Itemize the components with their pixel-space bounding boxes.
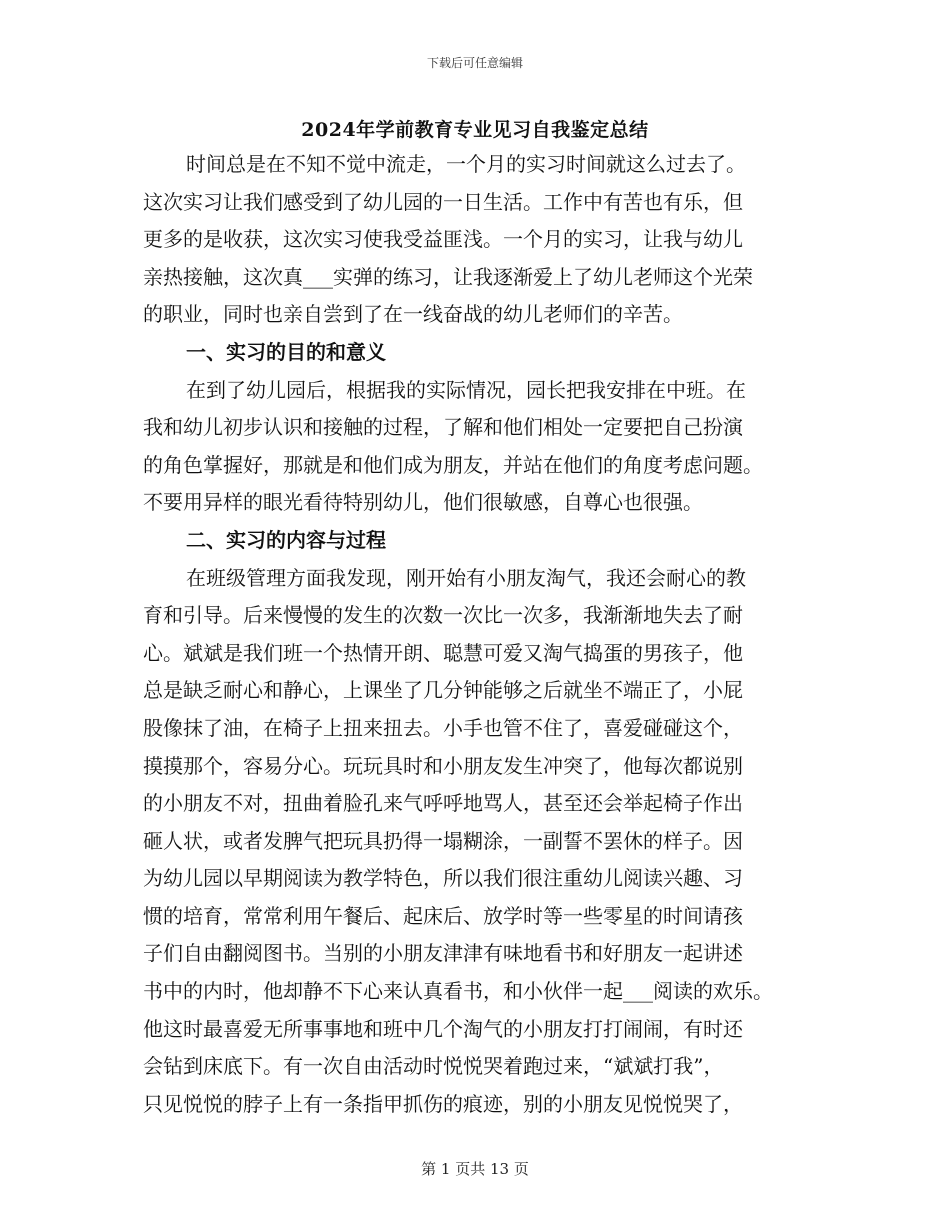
text-line: 我和幼儿初步认识和接触的过程，了解和他们相处一定要把自己扮演 [143,415,743,440]
text-line: 育和引导。后来慢慢的发生的次数一次比一次多，我渐渐地失去了耐 [143,603,743,628]
text-line: 书中的内时，他却静不下心来认真看书，和小伙伴一起___阅读的欢乐。 [143,979,773,1004]
text-line: 摸摸那个，容易分心。玩玩具时和小朋友发生冲突了，他每次都说别 [143,753,743,778]
text-line: 的角色掌握好，那就是和他们成为朋友，并站在他们的角度考虑问题。 [143,452,763,477]
text-line: 的职业，同时也亲自尝到了在一线奋战的幼儿老师们的辛苦。 [143,302,683,327]
document-body [143,146,823,1123]
text-line: 亲热接触，这次真___实弹的练习，让我逐渐爱上了幼儿老师这个光荣 [143,264,753,289]
text-line: 子们自由翻阅图书。当别的小朋友津津有味地看书和好朋友一起讲述 [143,941,743,966]
text-line: 心。斌斌是我们班一个热情开朗、聪慧可爱又淘气捣蛋的男孩子，他 [143,640,743,665]
text-line: 在到了幼儿园后，根据我的实际情况，园长把我安排在中班。在 [186,377,746,402]
text-line: 时间总是在不知不觉中流走，一个月的实习时间就这么过去了。 [186,152,746,176]
document-title: 2024年学前教育专业见习自我鉴定总结 [301,119,649,141]
text-line: 更多的是收获，这次实习使我受益匪浅。一个月的实习，让我与幼儿 [143,227,743,252]
header-note: 下载后可任意编辑 [426,56,523,70]
text-line: 只见悦悦的脖子上有一条指甲抓伤的痕迹，别的小朋友见悦悦哭了， [143,1091,743,1116]
text-line: 这次实习让我们感受到了幼儿园的一日生活。工作中有苦也有乐，但 [143,189,743,214]
text-line: 不要用异样的眼光看待特别幼儿，他们很敏感，自尊心也很强。 [143,490,703,515]
text-line: 总是缺乏耐心和静心，上课坐了几分钟能够之后就坐不端正了，小屁 [143,678,743,703]
text-line: 会钻到床底下。有一次自由活动时悦悦哭着跑过来，“斌斌打我”， [143,1054,724,1079]
text-line: 砸人状，或者发脾气把玩具扔得一塌糊涂，一副誓不罢休的样子。因 [143,828,743,853]
text-line: 惯的培育，常常利用午餐后、起床后、放学时等一些零星的时间请孩 [143,903,743,928]
text-line: 他这时最喜爱无所事事地和班中几个淘气的小朋友打打闹闹，有时还 [143,1016,743,1041]
section-heading: 二、实习的内容与过程 [186,527,386,552]
page-footer: 第 1 页共 13 页 [421,1160,529,1178]
text-line: 在班级管理方面我发现，刚开始有小朋友淘气，我还会耐心的教 [186,565,746,590]
section-heading: 一、实习的目的和意义 [186,339,386,364]
text-line: 股像抹了油，在椅子上扭来扭去。小手也管不住了，喜爱碰碰这个， [143,715,743,740]
text-line: 为幼儿园以早期阅读为教学特色，所以我们很注重幼儿阅读兴趣、习 [143,866,743,891]
text-line: 的小朋友不对，扭曲着脸孔来气呼呼地骂人，甚至还会举起椅子作出 [143,791,743,816]
